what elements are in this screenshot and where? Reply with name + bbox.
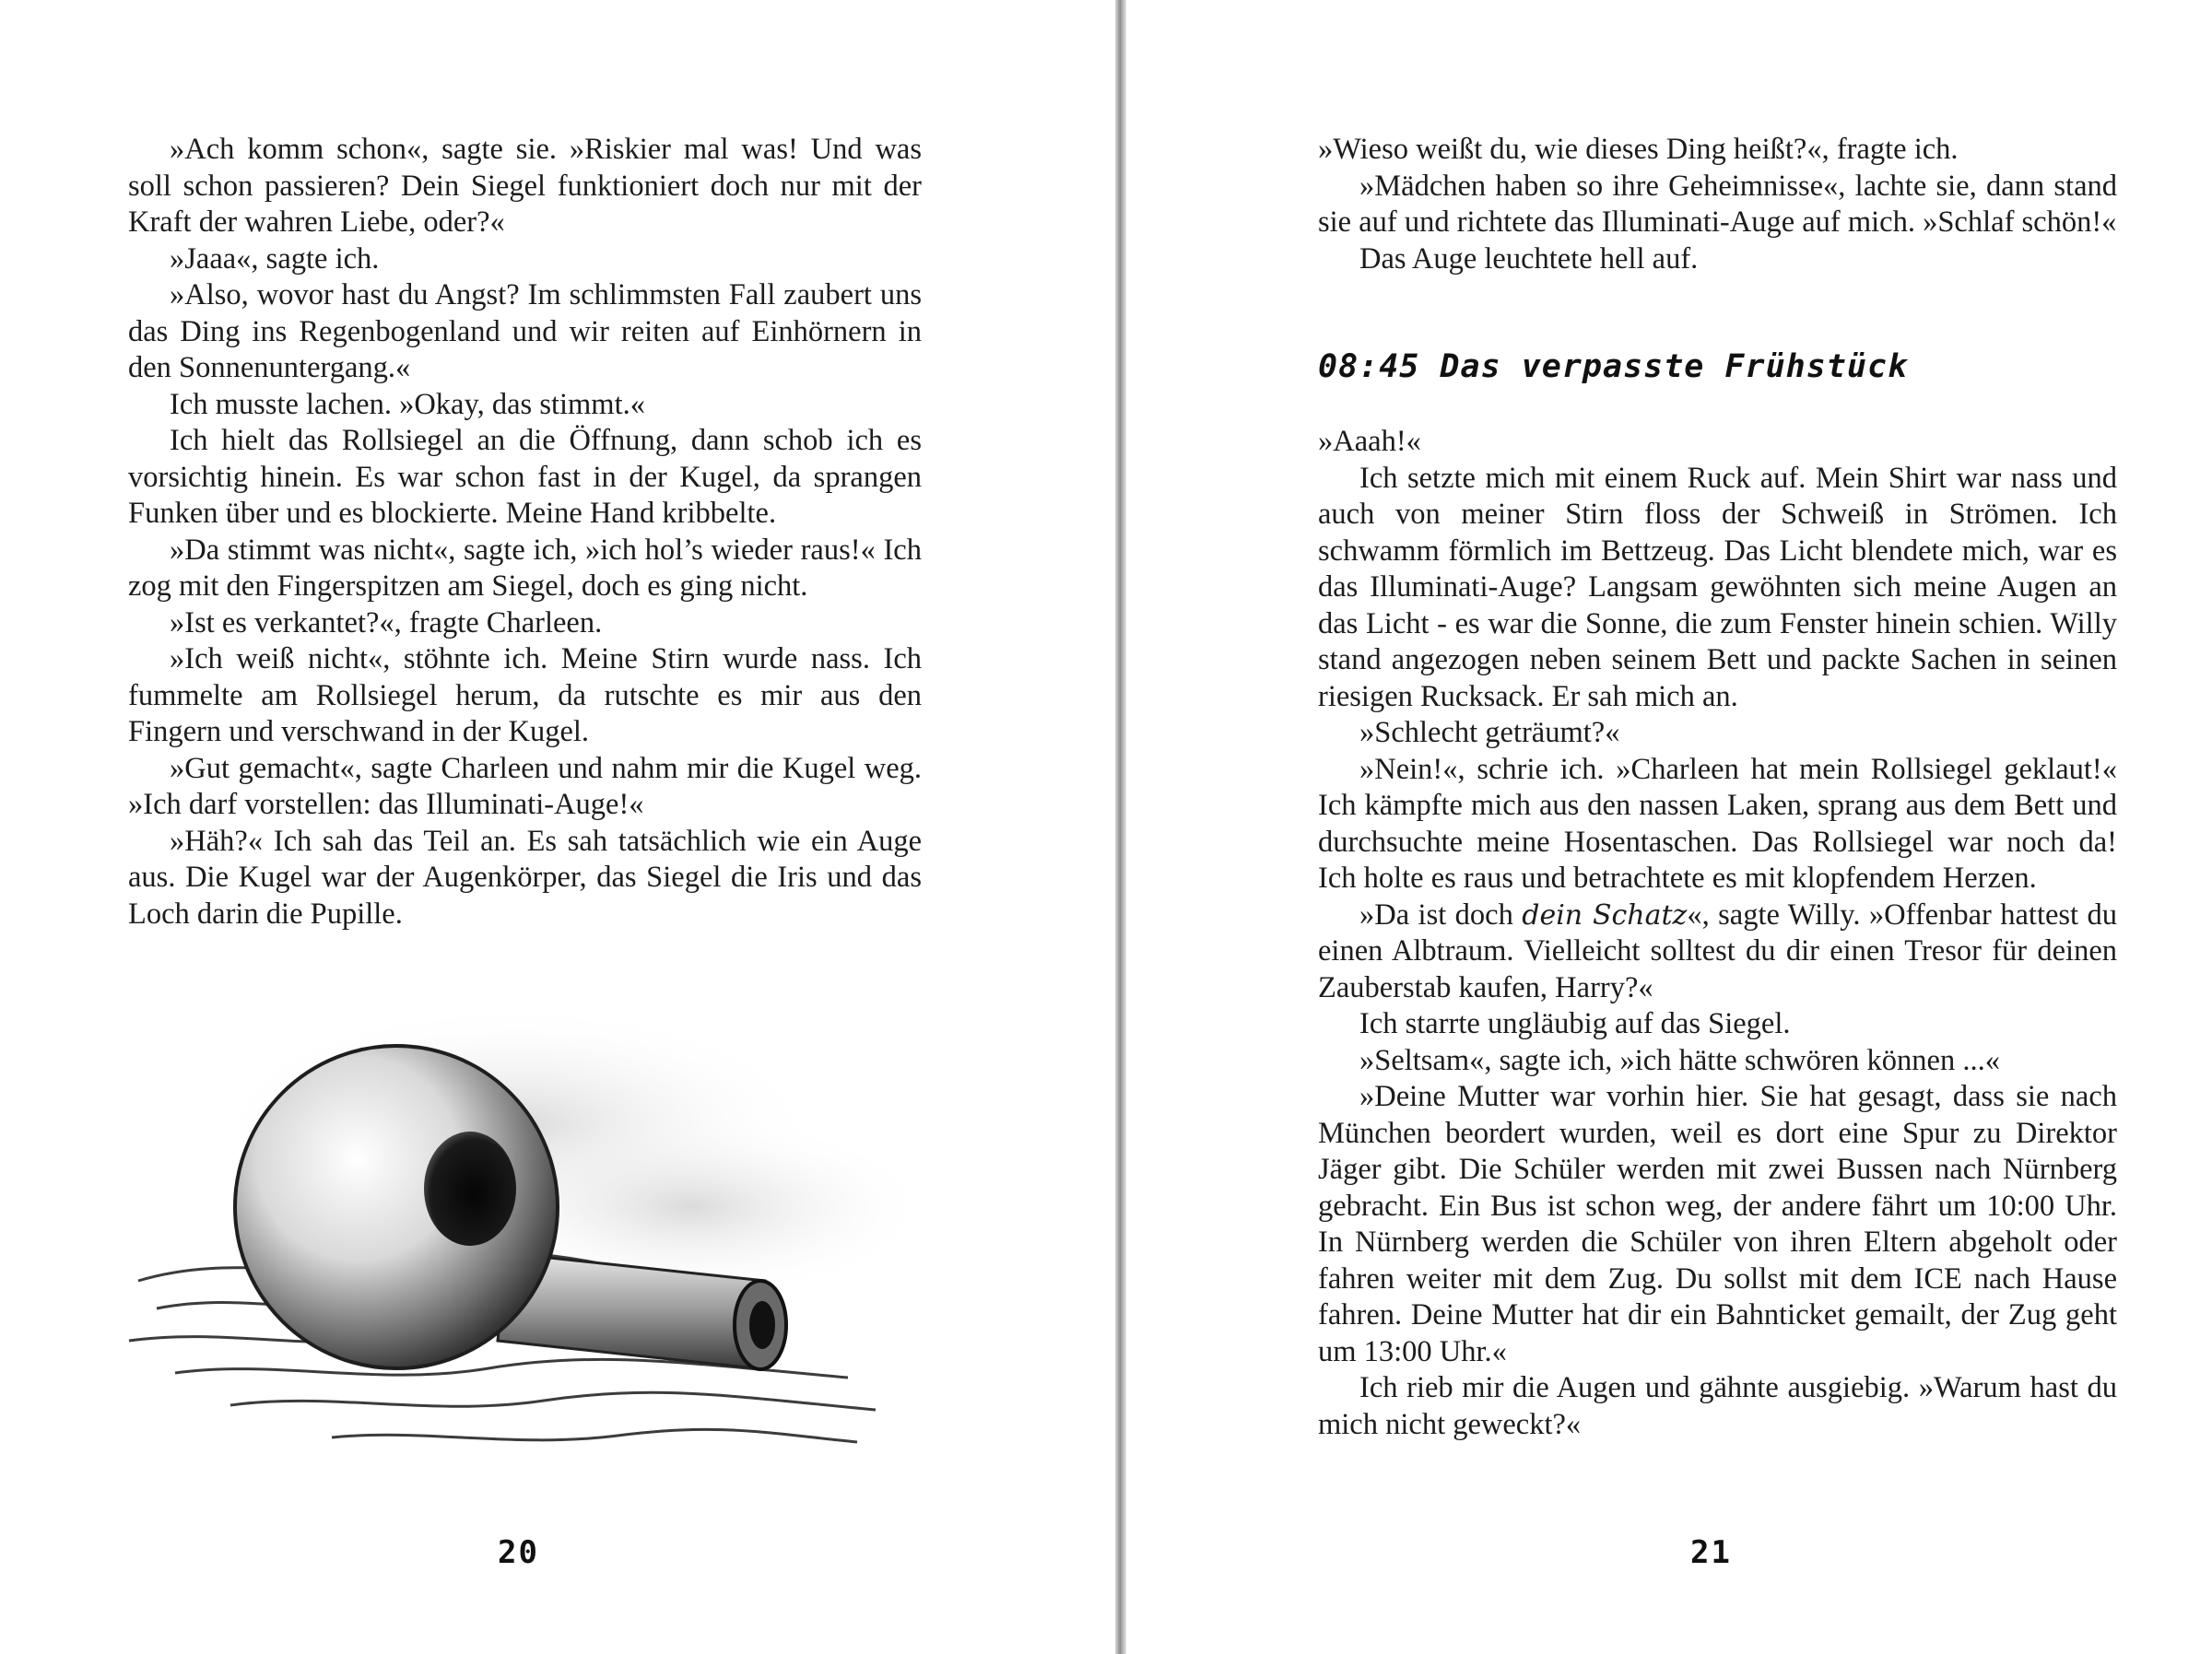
right-page-text [1318,424,2117,1443]
paragraph: Ich musste lachen. »Okay, das stimmt.« [170,387,645,421]
paragraph: »Schlecht geträumt?« [1359,716,1620,749]
paragraph-text: «, sagte Willy. »Offenbar hattest du einen Albtraum. Vielleicht solltest du dir einen Tresor für deinen Zauberstab kaufen, Harry?« [1318,897,2117,1004]
paragraph: Ich starrte ungläubig auf das Siegel. [1359,1007,1791,1040]
paragraph: Ich setzte mich mit einem Ruck auf. Mein Shirt war nass und auch von meiner Stirn floss der Schweiß in Strömen. Ich schwamm förmlich im Bettzeug. Das Licht blendete mich, war es das Illuminati-Auge? Langsam gewöhnten sich meine Augen an das Licht - es war die Sonne, die zum Fenster hinein schien. Willy stand angezogen neben seinem Bett und packte Sachen in seinen riesigen Rucksack. Er sah mich an. [1318,461,2117,713]
paragraph: »Mädchen haben so ihre Geheimnisse«, lachte sie, dann stand sie auf und richtete das Illuminati-Auge auf mich. »Schlaf schön!« [1318,169,2117,239]
paragraph: »Deine Mutter war vorhin hier. Sie hat gesagt, dass sie nach München beordert wurden, weil es dort eine Spur zu Direktor Jäger gibt. Die Schüler werden mit zwei Bussen nach Nürnberg gebracht. Ein Bus ist schon weg, der andere fährt um 10:00 Uhr. In Nürnberg werden die Schüler von ihren Eltern abgeholt oder fahren weiter mit dem Zug. Du sollst mit dem ICE nach Hause fahren. Deine Mutter hat dir ein Bahnticket gemailt, der Zug geht um 13:00 Uhr.« [1318,1080,2117,1368]
left-page-text [128,132,922,933]
paragraph: Das Auge leuchtete hell auf. [1359,241,1699,276]
paragraph: Ich rieb mir die Augen und gähnte ausgiebig. »Warum hast du mich nicht geweckt?« [1318,1371,2117,1441]
paragraph: »Seltsam«, sagte ich, »ich hätte schwören können ...« [1359,1043,2000,1077]
paragraph: »Da stimmt was nicht«, sagte ich, »ich hol’s wieder raus!« Ich zog mit den Fingerspitzen am Siegel, doch es ging nicht. [128,533,922,603]
paragraph: »Ach komm schon«, sagte sie. »Riskier mal was! Und was soll schon passieren? Dein Siegel funktioniert doch nur mit der Kraft der wahren Liebe, oder?« [128,133,922,239]
paragraph: »Nein!«, schrie ich. »Charleen hat mein Rollsiegel geklaut!« Ich kämpfte mich aus den nassen Laken, sprang aus dem Bett und durchsuchte meine Hosentaschen. Das Rollsiegel war noch da! Ich holte es raus und betrachtete es mit klopfendem Herzen. [1318,752,2117,895]
paragraph: »Aaah!« [1318,425,1421,458]
sphere-hole [424,1132,516,1246]
paragraph-text: »Da ist doch [1359,897,1523,932]
paragraph: »Häh?« Ich sah das Teil an. Es sah tatsächlich wie ein Auge aus. Die Kugel war der Augenkörper, das Siegel die Iris und das Loch darin die Pupille. [128,824,922,931]
paragraph: »Also, wovor hast du Angst? Im schlimmsten Fall zaubert uns das Ding ins Regenbogenland und wir reiten auf Einhörnern in den Sonnenuntergang.« [128,278,922,384]
book-gutter [1115,0,1126,1654]
paragraph: »Wieso weißt du, wie dieses Ding heißt?«, fragte ich. [1318,133,1959,166]
right-page [1126,0,2212,1654]
paragraph: »Ist es verkantet?«, fragte Charleen. [170,605,603,639]
paragraph: »Gut gemacht«, sagte Charleen und nahm mir die Kugel weg. »Ich darf vorstellen: das Illuminati-Auge!« [128,751,922,821]
right-page-top-text [1318,132,2117,277]
paragraph [1318,897,2117,1007]
paragraph: »Ich weiß nicht«, stöhnte ich. Meine Stirn wurde nass. Ich fummelte am Rollsiegel herum, da rutschte es mir aus den Fingern und verschwand in der Kugel. [128,642,922,748]
paragraph: »Jaaa«, sagte ich. [170,241,380,276]
paragraph: Ich hielt das Rollsiegel an die Öffnung, dann schob ich es vorsichtig hinein. Es war schon fast in der Kugel, da sprangen Funken über und es blockierte. Meine Hand kribbelte. [128,424,922,530]
chapter-heading: 08:45 Das verpasste Frühstück [1318,348,1909,385]
sphere-and-seal-illustration [120,977,931,1493]
emphasis: dein Schatz [1522,898,1688,932]
page-number: 20 [498,1534,539,1571]
page-number: 21 [1690,1534,1732,1571]
